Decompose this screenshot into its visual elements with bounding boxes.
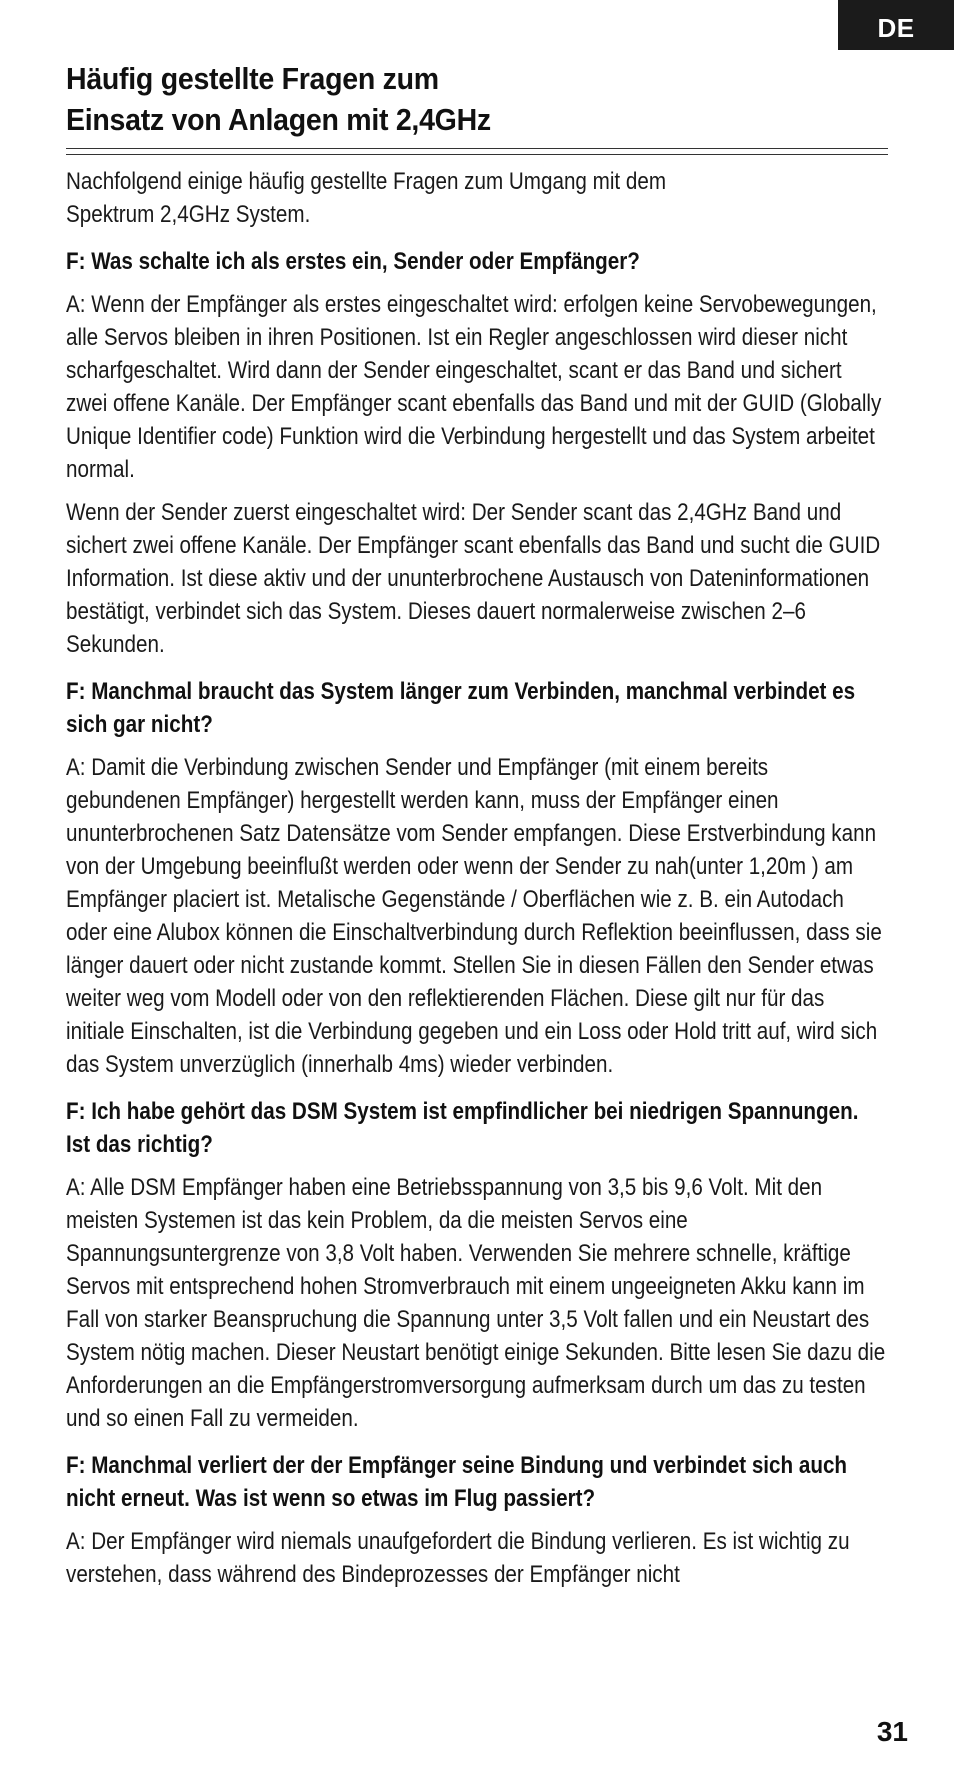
page-title-line-1: Häufig gestellte Fragen zum	[66, 61, 439, 96]
page-number: 31	[876, 1716, 908, 1747]
faq-answer: A: Alle DSM Empfänger haben eine Betriebsspannung von 3,5 bis 9,6 Volt. Mit den meisten Systemen ist das kein Problem, da die meisten Servos eine Spannungsuntergrenze von 3,8 Volt haben. Verwenden Sie mehrere schnelle, kräftige Servos mit entsprechend hohen Stromverbrauch mit einem ungeeigneten Akku kann im Fall von starker Beanspruchung die Spannung unter 3,5 Volt fallen und ein Neustart des System nötig machen. Dieser Neustart benötigt einige Sekunden. Bitte lesen Sie dazu die Anforderungen an die Empfängerstromversorgung aufmerksam durch um das zu testen und so einen Fall zu vermeiden.	[66, 1174, 886, 1432]
faq-section-3	[66, 1095, 886, 1435]
faq-answer: A: Wenn der Empfänger als erstes eingeschaltet wird: erfolgen keine Servobewegungen, alle Servos bleiben in ihren Positionen. Ist ein Regler angeschlossen wird dieser nicht scharfgeschaltet. Wird dann der Sender eingeschaltet, scant er das Band und sichert zwei offene Kanäle. Der Empfänger scant ebenfalls das Band und mit der GUID (Globally Unique Identifier code) Funktion wird die Verbindung hergestellt und das System arbeitet normal.	[66, 291, 882, 483]
faq-section-2	[66, 675, 886, 1081]
language-tab: DE	[838, 0, 954, 50]
faq-question: F: Was schalte ich als erstes ein, Sender oder Empfänger?	[66, 248, 640, 275]
page-content	[66, 58, 888, 1591]
faq-question: F: Manchmal braucht das System länger zum Verbinden, manchmal verbindet es sich gar nicht?	[66, 678, 856, 738]
faq-body	[66, 165, 886, 1591]
faq-answer: A: Der Empfänger wird niemals unaufgefordert die Bindung verlieren. Es ist wichtig zu verstehen, dass während des Bindeprozesses der Empfänger nicht	[66, 1528, 850, 1588]
title-double-rule	[66, 148, 888, 155]
page-title	[66, 58, 883, 140]
faq-answer: Wenn der Sender zuerst eingeschaltet wird: Der Sender scant das 2,4GHz Band und sichert zwei offene Kanäle. Der Empfänger scant ebenfalls das Band und sucht die GUID Information. Ist diese aktiv und der ununterbrochene Austausch von Dateninformationen bestätigt, verbindet sich das System. Dieses dauert normalerweise zwischen 2–6 Sekunden.	[66, 499, 881, 658]
faq-section-1	[66, 245, 886, 661]
faq-question: F: Ich habe gehört das DSM System ist empfindlicher bei niedrigen Spannungen. Ist das richtig?	[66, 1098, 859, 1158]
faq-answer: A: Damit die Verbindung zwischen Sender und Empfänger (mit einem bereits gebundenen Empfänger) hergestellt werden kann, muss der Empfänger einen ununterbrochenen Satz Datensätze vom Sender empfangen. Diese Erstverbindung kann von der Umgebung beeinflußt werden oder wenn der Sender zu nah(unter 1,20m ) am Empfänger placiert ist. Metalische Gegenstände / Oberflächen wie z. B. ein Autodach oder eine Alubox können die Einschaltverbindung durch Reflektion beeinflussen, dass sie länger dauert oder nicht zustande kommt. Stellen Sie in diesen Fällen den Sender etwas weiter weg vom Modell oder von den reflektierenden Flächen. Diese gilt nur für das initiale Einschalten, ist die Verbindung gegeben und ein Loss oder Hold tritt auf, wird sich das System unverzüglich (innerhalb 4ms) wieder verbinden.	[66, 754, 882, 1078]
faq-question: F: Manchmal verliert der der Empfänger seine Bindung und verbindet sich auch nicht erneut. Was ist wenn so etwas im Flug passiert?	[66, 1452, 848, 1512]
intro-paragraph: Nachfolgend einige häufig gestellte Fragen zum Umgang mit dem Spektrum 2,4GHz System.	[66, 168, 667, 228]
page-title-line-2: Einsatz von Anlagen mit 2,4GHz	[66, 102, 491, 137]
faq-section-4	[66, 1449, 886, 1591]
